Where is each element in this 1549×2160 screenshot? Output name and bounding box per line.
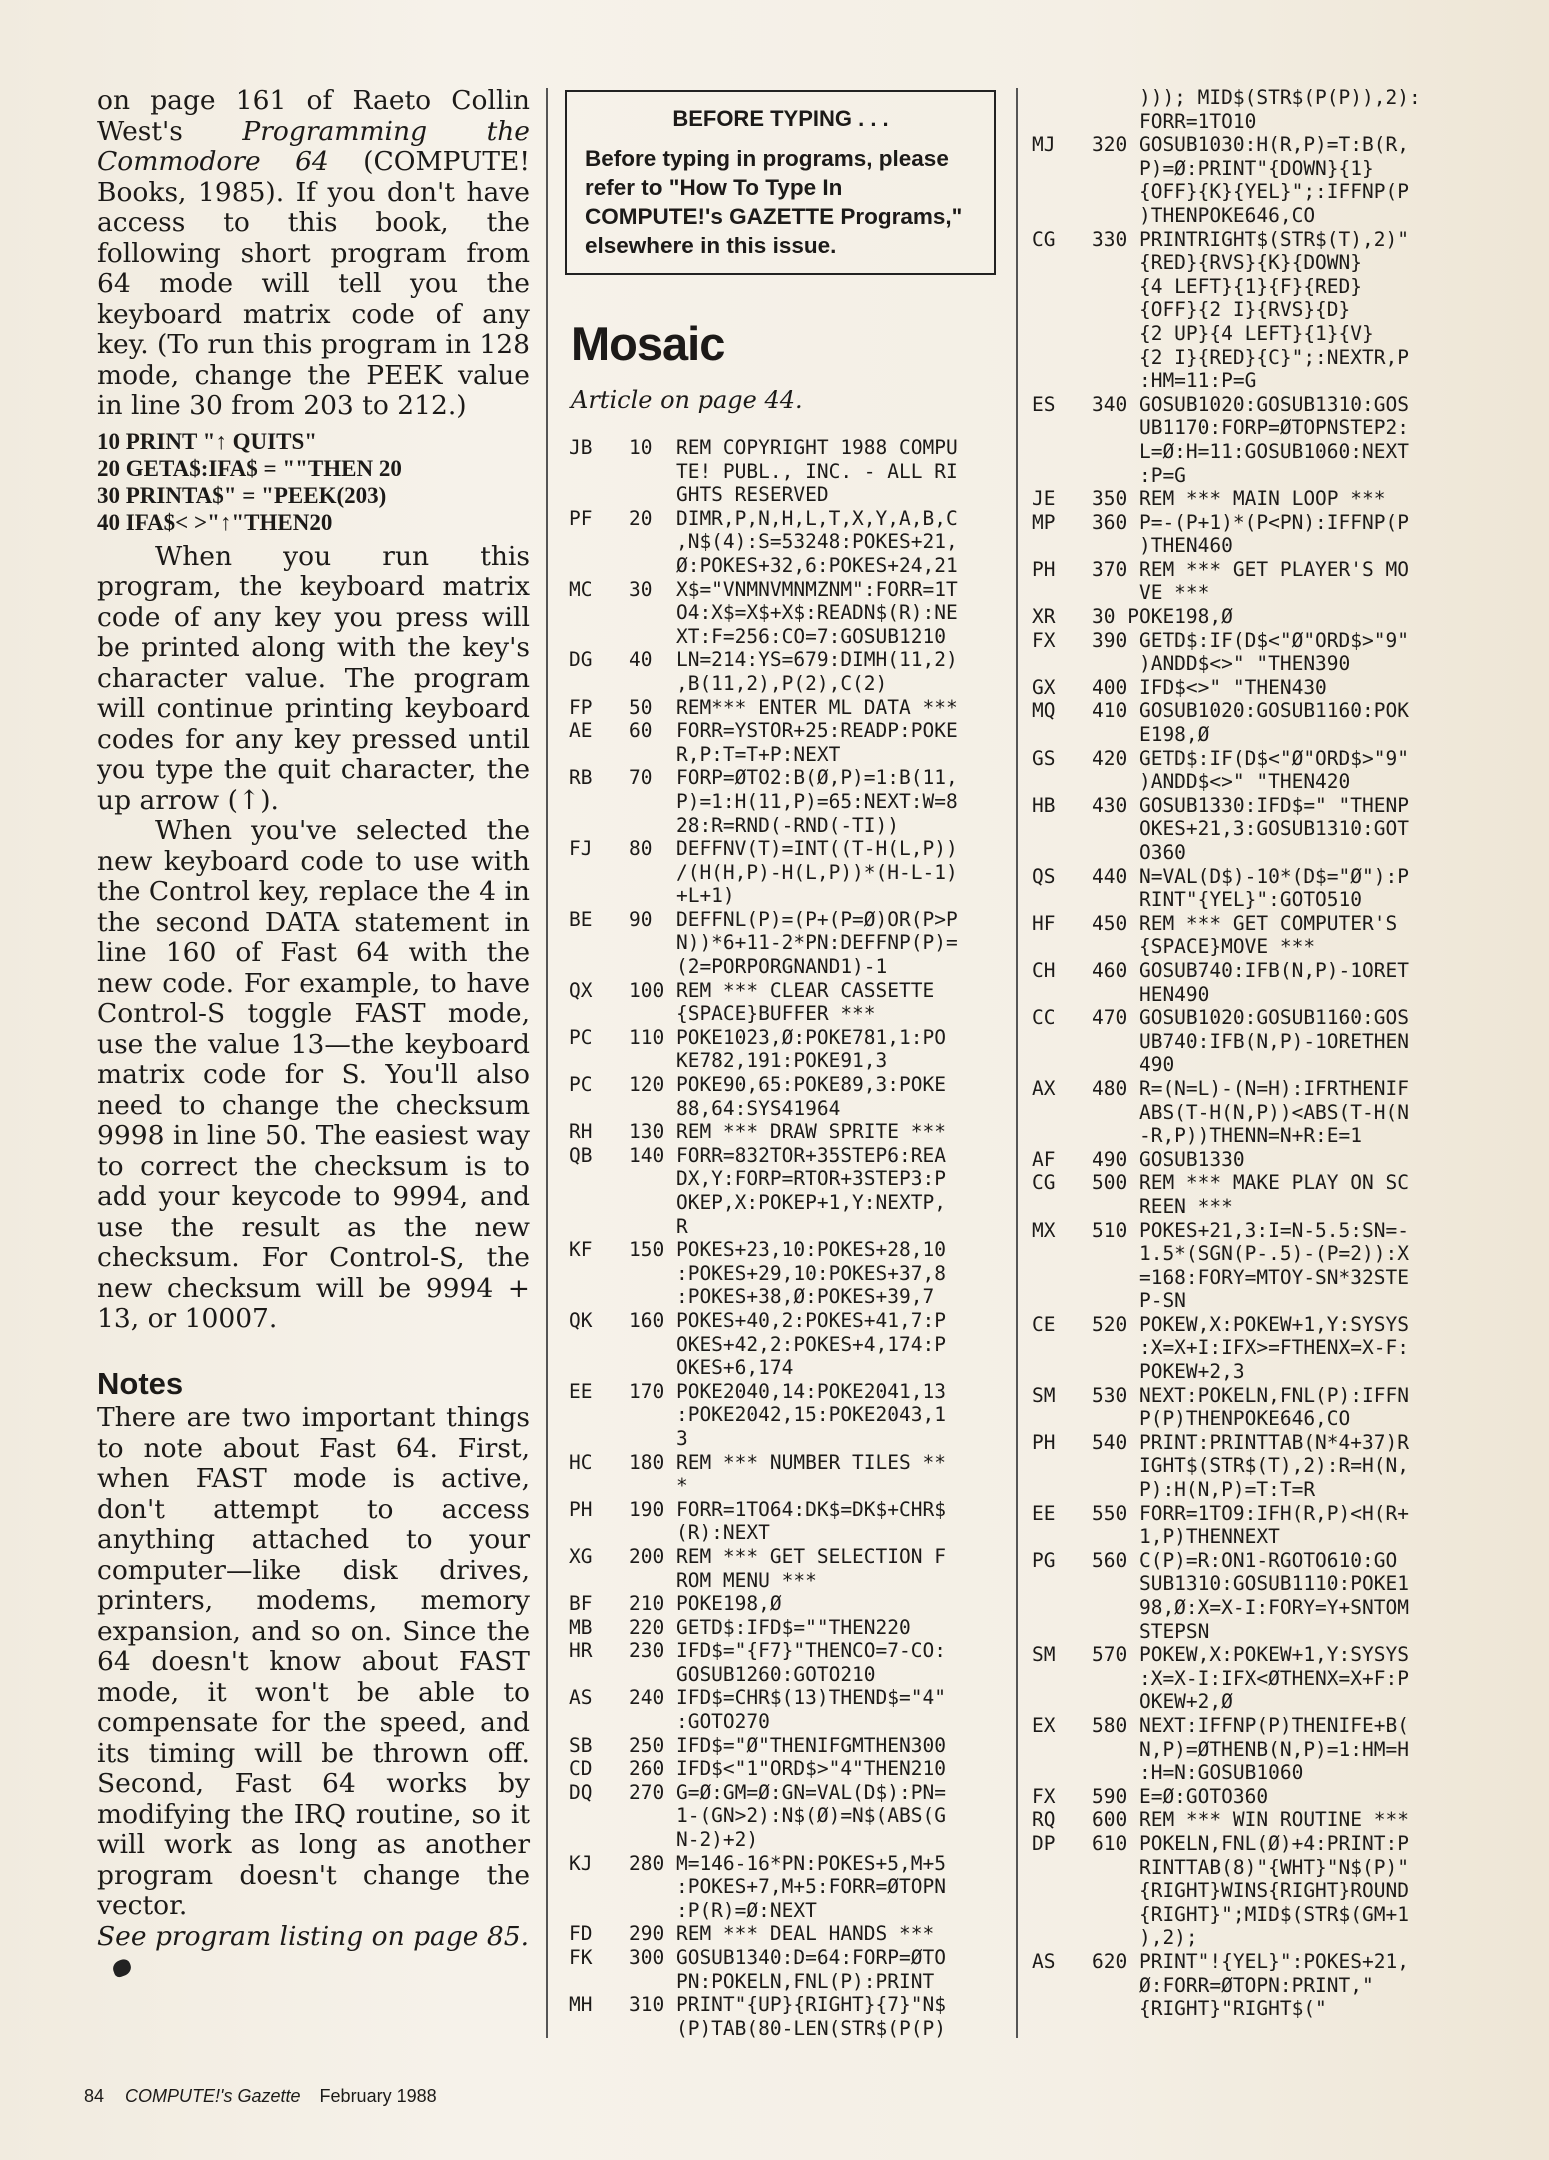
basic-code: O4:X$=X$+X$:READN$(R):NE bbox=[629, 601, 958, 625]
checksum-code: EE bbox=[569, 1379, 593, 1403]
checksum-code: QB bbox=[569, 1143, 593, 1167]
basic-code: :X=X+I:IFX>=FTHENX=X-F: bbox=[1092, 1336, 1409, 1360]
checksum-code: MJ bbox=[1032, 133, 1056, 157]
checksum-code: MP bbox=[1032, 510, 1056, 534]
basic-code: UB1170:FORP=ØTOPNSTEP2: bbox=[1092, 416, 1409, 440]
basic-code: PN:POKELN,FNL(P):PRINT bbox=[629, 1969, 935, 1993]
before-typing-box bbox=[565, 90, 996, 275]
see-listing-text: See program listing on page 85. bbox=[97, 1920, 530, 1952]
basic-code: {OFF}{2 I}{RVS}{D} bbox=[1092, 298, 1351, 322]
basic-code: {SPACE}MOVE *** bbox=[1092, 935, 1316, 959]
basic-code: 200 REM *** GET SELECTION F bbox=[629, 1544, 946, 1568]
checksum-code: AE bbox=[569, 719, 593, 743]
basic-code: 560 C(P)=R:ON1-RGOTO610:GO bbox=[1092, 1548, 1398, 1572]
checksum-code: PF bbox=[569, 506, 593, 530]
basic-code: )ANDD$<>" "THEN390 bbox=[1092, 652, 1351, 676]
checksum-code: MX bbox=[1032, 1218, 1056, 1242]
basic-code: 10 REM COPYRIGHT 1988 COMPU bbox=[629, 436, 958, 459]
basic-code: 3 bbox=[629, 1426, 688, 1450]
checksum-code: QS bbox=[1032, 864, 1056, 888]
checksum-code: JE bbox=[1032, 487, 1056, 511]
checksum-code: HC bbox=[569, 1450, 593, 1474]
checksum-code: MB bbox=[569, 1615, 593, 1639]
basic-code: ),2); bbox=[1092, 1926, 1198, 1950]
basic-code: 220 GETD$:IFD$=""THEN220 bbox=[629, 1615, 911, 1639]
basic-code: 580 NEXT:IFFNP(P)THENIFE+B( bbox=[1092, 1713, 1409, 1737]
basic-code: Ø:POKES+32,6:POKES+24,21 bbox=[629, 553, 958, 577]
basic-code: 280 M=146-16*PN:POKES+5,M+5 bbox=[629, 1851, 946, 1875]
basic-code: P(P)THENPOKE646,CO bbox=[1092, 1407, 1351, 1431]
basic-code: 100 REM *** CLEAR CASSETTE bbox=[629, 978, 935, 1002]
basic-code: ,N$(4):S=53248:POKES+21, bbox=[629, 530, 958, 554]
page-number: 84 bbox=[84, 2086, 105, 2106]
basic-code: 170 POKE2040,14:POKE2041,13 bbox=[629, 1379, 946, 1403]
checksum-code: CH bbox=[1032, 958, 1056, 982]
basic-code: 590 E=Ø:GOTO360 bbox=[1092, 1784, 1269, 1808]
basic-code: =168:FORY=MTOY-SN*32STE bbox=[1092, 1265, 1409, 1289]
checksum-code: EE bbox=[1032, 1501, 1056, 1525]
short-program-line: 10 PRINT "↑ QUITS" bbox=[97, 428, 318, 454]
checksum-code: CG bbox=[1032, 1171, 1056, 1195]
basic-code: 510 POKES+21,3:I=N-5.5:SN=- bbox=[1092, 1218, 1409, 1242]
checksum-code: PC bbox=[569, 1073, 593, 1097]
basic-code: OKEP,X:POKEP+1,Y:NEXTP, bbox=[629, 1191, 946, 1214]
basic-code: 550 FORR=1TO9:IFH(R,P)<H(R+ bbox=[1092, 1501, 1409, 1525]
basic-code: (2=PORPORGNAND1)-1 bbox=[629, 955, 888, 979]
basic-code: 270 G=Ø:GM=Ø:GN=VAL(D$):PN= bbox=[629, 1780, 946, 1804]
before-typing-body: Before typing in programs, please refer to "How To Type In COMPUTE!'s GAZETTE Programs," elsewhere in this issue. bbox=[585, 146, 963, 258]
basic-code: TE! PUBL., INC. - ALL RI bbox=[629, 459, 958, 483]
basic-code: ))); MID$(STR$(P(P)),2): bbox=[1092, 86, 1421, 109]
basic-code: 110 POKE1023,Ø:POKE781,1:PO bbox=[629, 1025, 946, 1049]
basic-code: 470 GOSUB1020:GOSUB1160:GOS bbox=[1092, 1006, 1409, 1030]
short-program-listing bbox=[97, 428, 530, 536]
checksum-code: JB bbox=[569, 436, 593, 459]
basic-code: -R,P))THENN=N+R:E=1 bbox=[1092, 1124, 1363, 1148]
basic-code: Ø:FORR=ØTOPN:PRINT," bbox=[1092, 1973, 1374, 1997]
basic-code: {RIGHT}WINS{RIGHT}ROUND bbox=[1092, 1879, 1409, 1903]
checksum-code: XG bbox=[569, 1544, 593, 1568]
basic-code: 400 IFD$<>" "THEN430 bbox=[1092, 675, 1327, 699]
basic-code: 420 GETD$:IF(D$<"Ø"ORD$>"9" bbox=[1092, 746, 1409, 770]
basic-code: :GOTO270 bbox=[629, 1710, 770, 1734]
basic-code: 230 IFD$="{F7}"THENCO=7-CO: bbox=[629, 1639, 946, 1663]
basic-code: GOSUB1260:GOTO210 bbox=[629, 1662, 876, 1686]
paragraph-control-key: When you've selected the new keyboard code to use with the Control key, replace the 4 in the second DATA statement in line 160 of Fast 64 with the new code. For example, to have Control-S toggle FAST mode, use the value 13—the keyboard matrix code for S. You'll also need to change the checksum 9998 in line 50. The easiest way to correct the checksum is to add your keycode to 9994, and use the result as the new checksum. For Control-S, the new checksum will be 9994 + 13, or 10007. bbox=[97, 815, 530, 1334]
basic-code: R,P:T=T+P:NEXT bbox=[629, 742, 841, 766]
basic-code: OKES+6,174 bbox=[629, 1356, 794, 1380]
checksum-code: BF bbox=[569, 1592, 593, 1616]
checksum-code: AF bbox=[1032, 1147, 1056, 1171]
basic-code: 460 GOSUB740:IFB(N,P)-1ORET bbox=[1092, 958, 1409, 982]
checksum-code: PH bbox=[1032, 557, 1056, 581]
basic-code: P)=1:H(11,P)=65:NEXT:W=8 bbox=[629, 789, 958, 813]
basic-code: {RIGHT}";MID$(STR$(GM+1 bbox=[1092, 1902, 1409, 1926]
checksum-code: DG bbox=[569, 648, 593, 672]
checksum-code: QX bbox=[569, 978, 593, 1002]
checksum-code: EX bbox=[1032, 1713, 1056, 1737]
checksum-code: DP bbox=[1032, 1831, 1056, 1855]
basic-code: 28:R=RND(-RND(-TI)) bbox=[629, 813, 900, 837]
basic-code: VE *** bbox=[1092, 581, 1210, 605]
basic-code: 190 FORR=1TO64:DK$=DK$+CHR$ bbox=[629, 1497, 946, 1521]
basic-code: FORR=1TO10 bbox=[1092, 109, 1257, 133]
basic-code: KE782,191:POKE91,3 bbox=[629, 1049, 888, 1073]
basic-code: HEN490 bbox=[1092, 982, 1210, 1006]
basic-code: {RED}{RVS}{K}{DOWN} bbox=[1092, 251, 1363, 275]
basic-code: RINT"{YEL}":GOTO510 bbox=[1092, 888, 1363, 912]
basic-code: * bbox=[629, 1474, 688, 1498]
basic-code: 390 GETD$:IF(D$<"Ø"ORD$>"9" bbox=[1092, 628, 1409, 652]
checksum-code: CE bbox=[1032, 1312, 1056, 1336]
checksum-code: BE bbox=[569, 907, 593, 931]
basic-code: 60 FORR=YSTOR+25:READP:POKE bbox=[629, 719, 958, 743]
notes-heading: Notes bbox=[97, 1365, 184, 1401]
short-program-line: 20 GETA$:IFA$ = ""THEN 20 bbox=[97, 455, 402, 481]
basic-code: SUB1310:GOSUB1110:POKE1 bbox=[1092, 1572, 1409, 1596]
basic-code: 70 FORP=ØTO2:B(Ø,P)=1:B(11, bbox=[629, 766, 958, 790]
basic-code: 350 REM *** MAIN LOOP *** bbox=[1092, 487, 1386, 511]
intro-text: on page 161 of Raeto Collin West's bbox=[97, 85, 530, 147]
basic-code: 340 GOSUB1020:GOSUB1310:GOS bbox=[1092, 392, 1409, 416]
basic-code: OKES+21,3:GOSUB1310:GOT bbox=[1092, 817, 1409, 841]
basic-code: 440 N=VAL(D$)-10*(D$="Ø"):P bbox=[1092, 864, 1409, 888]
basic-code: /(H(H,P)-H(L,P))*(H-L-1) bbox=[629, 860, 958, 884]
basic-code: GHTS RESERVED bbox=[629, 483, 829, 507]
basic-code: 30 X$="VNMNVMNMZNM":FORR=1T bbox=[629, 577, 958, 601]
checksum-code: RQ bbox=[1032, 1808, 1056, 1832]
basic-code: O360 bbox=[1092, 841, 1186, 864]
basic-code: UB740:IFB(N,P)-1ORETHEN bbox=[1092, 1029, 1409, 1053]
checksum-code: QK bbox=[569, 1308, 593, 1332]
basic-code: :P(R)=Ø:NEXT bbox=[629, 1898, 817, 1922]
basic-code: 490 GOSUB1330 bbox=[1092, 1147, 1245, 1171]
basic-code: 540 PRINT:PRINTTAB(N*4+37)R bbox=[1092, 1430, 1409, 1454]
basic-code: )THENPOKE646,CO bbox=[1092, 203, 1316, 227]
basic-code: ,B(11,2),P(2),C(2) bbox=[629, 671, 888, 695]
short-program-line: 30 PRINTA$" = "PEEK(203) bbox=[97, 482, 387, 508]
basic-code: 210 POKE198,Ø bbox=[629, 1592, 782, 1616]
basic-code: 310 PRINT"{UP}{RIGHT}{7}"N$ bbox=[629, 1993, 946, 2017]
checksum-code: GX bbox=[1032, 675, 1056, 699]
basic-code: OKES+42,2:POKES+4,174:P bbox=[629, 1332, 946, 1356]
checksum-code: HB bbox=[1032, 793, 1056, 817]
basic-code: XT:F=256:CO=7:GOSUB1210 bbox=[629, 624, 946, 648]
basic-code: 430 GOSUB1330:IFD$=" "THENP bbox=[1092, 793, 1409, 817]
basic-code: 140 FORR=832TOR+35STEP6:REA bbox=[629, 1143, 946, 1167]
basic-code: (R):NEXT bbox=[629, 1521, 770, 1545]
basic-code: 370 REM *** GET PLAYER'S MO bbox=[1092, 557, 1409, 581]
basic-code: ROM MENU *** bbox=[629, 1568, 817, 1592]
basic-code: {RIGHT}"RIGHT$(" bbox=[1092, 1997, 1327, 2021]
checksum-code: DQ bbox=[569, 1780, 593, 1804]
checksum-code: XR bbox=[1032, 605, 1056, 629]
basic-code: 160 POKES+40,2:POKES+41,7:P bbox=[629, 1308, 946, 1332]
basic-code: POKEW+2,3 bbox=[1092, 1360, 1245, 1384]
checksum-code: FX bbox=[1032, 628, 1056, 652]
basic-code: :POKES+38,Ø:POKES+39,7 bbox=[629, 1285, 935, 1309]
checksum-code: KF bbox=[569, 1238, 593, 1262]
checksum-code: ES bbox=[1032, 392, 1056, 416]
basic-code: )THEN460 bbox=[1092, 534, 1233, 558]
checksum-code: AS bbox=[1032, 1949, 1056, 1973]
checksum-code: MH bbox=[569, 1993, 593, 2017]
basic-code: 290 REM *** DEAL HANDS *** bbox=[629, 1922, 935, 1946]
basic-code: DX,Y:FORP=RTOR+3STEP3:P bbox=[629, 1167, 946, 1191]
basic-code: :HM=11:P=G bbox=[1092, 369, 1257, 393]
checksum-code: RB bbox=[569, 766, 593, 790]
basic-code: 90 DEFFNL(P)=(P+(P=Ø)OR(P>P bbox=[629, 907, 958, 931]
basic-code: RINTTAB(8)"{WHT}"N$(P)" bbox=[1092, 1855, 1409, 1879]
page-footer bbox=[84, 2086, 437, 2107]
basic-code: 250 IFD$="Ø"THENIFGMTHEN300 bbox=[629, 1733, 946, 1757]
basic-code: {SPACE}BUFFER *** bbox=[629, 1002, 876, 1026]
checksum-code: CG bbox=[1032, 227, 1056, 251]
basic-code: IGHT$(STR$(T),2):R=H(N, bbox=[1092, 1454, 1409, 1478]
basic-code: OKEW+2,Ø bbox=[1092, 1690, 1233, 1714]
magazine-name: COMPUTE!'s Gazette bbox=[125, 2086, 301, 2106]
basic-code: N-2)+2) bbox=[629, 1828, 759, 1852]
basic-code: {2 I}{RED}{C}";:NEXTR,P bbox=[1092, 345, 1409, 369]
intro-text: (COMPUTE! Books, 1985). If you don't have access to this book, the following short program from 64 mode will tell you the keyboard matrix code of any key. (To run this program in 128 mode, change the PEEK value in line 30 from 203 to 212.) bbox=[97, 146, 530, 421]
checksum-code: FX bbox=[1032, 1784, 1056, 1808]
basic-code: 1-(GN>2):N$(Ø)=N$(ABS(G bbox=[629, 1804, 946, 1828]
basic-code: L=Ø:H=11:GOSUB1060:NEXT bbox=[1092, 439, 1409, 463]
checksum-code: CD bbox=[569, 1757, 593, 1781]
checksum-code: PC bbox=[569, 1025, 593, 1049]
basic-code: P):H(N,P)=T:T=R bbox=[1092, 1478, 1316, 1502]
basic-code: 1.5*(SGN(P-.5)-(P=2)):X bbox=[1092, 1242, 1409, 1266]
checksum-code: FD bbox=[569, 1922, 593, 1946]
basic-code: 120 POKE90,65:POKE89,3:POKE bbox=[629, 1073, 946, 1097]
basic-code: )ANDD$<>" "THEN420 bbox=[1092, 770, 1351, 794]
book-title: Programming the Commodore 64 bbox=[97, 115, 530, 177]
basic-code: 480 R=(N=L)-(N=H):IFRTHENIF bbox=[1092, 1076, 1409, 1100]
basic-code: 610 POKELN,FNL(Ø)+4:PRINT:P bbox=[1092, 1831, 1409, 1855]
basic-code: :POKES+29,10:POKES+37,8 bbox=[629, 1261, 946, 1285]
basic-code: 500 REM *** MAKE PLAY ON SC bbox=[1092, 1171, 1409, 1195]
basic-code: 300 GOSUB1340:D=64:FORP=ØTO bbox=[629, 1946, 946, 1969]
checksum-code: MC bbox=[569, 577, 593, 601]
before-typing-title: BEFORE TYPING . . . bbox=[672, 106, 889, 131]
checksum-code: AS bbox=[569, 1686, 593, 1710]
basic-code: :POKES+7,M+5:FORR=ØTOPN bbox=[629, 1875, 946, 1899]
basic-code: 30 POKE198,Ø bbox=[1092, 605, 1233, 629]
basic-code: 520 POKEW,X:POKEW+1,Y:SYSYS bbox=[1092, 1312, 1409, 1336]
basic-code: 600 REM *** WIN ROUTINE *** bbox=[1092, 1808, 1409, 1832]
basic-code: 320 GOSUB1030:H(R,P)=T:B(R, bbox=[1092, 133, 1409, 157]
basic-code: 40 LN=214:YS=679:DIMH(11,2) bbox=[629, 648, 958, 672]
basic-code: P)=Ø:PRINT"{DOWN}{1} bbox=[1092, 156, 1374, 180]
basic-code: E198,Ø bbox=[1092, 723, 1210, 747]
checksum-code: SM bbox=[1032, 1643, 1056, 1667]
basic-code: ABS(T-H(N,P))<ABS(T-H(N bbox=[1092, 1100, 1409, 1124]
basic-code: 80 DEFFNV(T)=INT((T-H(L,P)) bbox=[629, 837, 958, 861]
basic-code: N,P)=ØTHENB(N,P)=1:HM=H bbox=[1092, 1737, 1409, 1761]
basic-code: {OFF}{K}{YEL}";:IFFNP(P bbox=[1092, 180, 1409, 204]
article-text-column bbox=[97, 86, 530, 1983]
checksum-code: CC bbox=[1032, 1006, 1056, 1030]
checksum-code: FJ bbox=[569, 837, 593, 861]
column-divider bbox=[1016, 88, 1018, 2038]
basic-code: {4 LEFT}{1}{F}{RED} bbox=[1092, 274, 1363, 298]
basic-code: 260 IFD$<"1"ORD$>"4"THEN210 bbox=[629, 1757, 946, 1781]
basic-code: 50 REM*** ENTER ML DATA *** bbox=[629, 695, 958, 719]
checksum-code: SM bbox=[1032, 1383, 1056, 1407]
basic-code: 570 POKEW,X:POKEW+1,Y:SYSYS bbox=[1092, 1643, 1409, 1667]
basic-code: 150 POKES+23,10:POKES+28,10 bbox=[629, 1238, 946, 1262]
article-title: Mosaic bbox=[571, 317, 725, 370]
basic-code: 360 P=-(P+1)*(P<PN):IFFNP(P bbox=[1092, 510, 1409, 534]
checksum-code: AX bbox=[1032, 1076, 1056, 1100]
checksum-code: HR bbox=[569, 1639, 593, 1663]
basic-code: N))*6+11-2*PN:DEFFNP(P)= bbox=[629, 931, 958, 955]
basic-code: 620 PRINT"!{YEL}":POKES+21, bbox=[1092, 1949, 1409, 1973]
checksum-code: PH bbox=[1032, 1430, 1056, 1454]
paragraph-intro bbox=[97, 86, 530, 422]
article-page-reference: Article on page 44. bbox=[571, 386, 803, 414]
basic-code: :X=X-I:IFX<ØTHENX=X+F:P bbox=[1092, 1666, 1409, 1690]
checksum-code: RH bbox=[569, 1120, 593, 1144]
checksum-code: FK bbox=[569, 1946, 593, 1969]
basic-code: 180 REM *** NUMBER TILES ** bbox=[629, 1450, 946, 1474]
checksum-code: GS bbox=[1032, 746, 1056, 770]
basic-code: 530 NEXT:POKELN,FNL(P):IFFN bbox=[1092, 1383, 1409, 1407]
checksum-code: SB bbox=[569, 1733, 593, 1757]
basic-code: +L+1) bbox=[629, 884, 735, 908]
checksum-code: HF bbox=[1032, 911, 1056, 935]
basic-code: 88,64:SYS41964 bbox=[629, 1096, 841, 1120]
checksum-code: PH bbox=[569, 1497, 593, 1521]
basic-code: P-SN bbox=[1092, 1289, 1186, 1313]
basic-code: :P=G bbox=[1092, 463, 1186, 487]
basic-code: STEPSN bbox=[1092, 1619, 1210, 1643]
basic-code: 130 REM *** DRAW SPRITE *** bbox=[629, 1120, 946, 1144]
paragraph-notes: There are two important things to note about Fast 64. First, when FAST mode is active, don't attempt to access anything attached to your computer—like disk drives, printers, modems, memory expansion, and so on. Since the 64 doesn't know about FAST mode, it won't be able to compensate for the speed, and its timing will be thrown off. Second, Fast 64 works by modifying the IRQ routine, so it will work as long as another program doesn't change the vector. bbox=[97, 1402, 530, 1921]
basic-code: {2 UP}{4 LEFT}{1}{V} bbox=[1092, 321, 1374, 345]
basic-code: 1,P)THENNEXT bbox=[1092, 1525, 1280, 1549]
program-listing-reference bbox=[97, 1922, 530, 1983]
basic-code: 450 REM *** GET COMPUTER'S bbox=[1092, 911, 1398, 935]
short-program-line: 40 IFA$< >"↑"THEN20 bbox=[97, 509, 333, 535]
checksum-code: KJ bbox=[569, 1851, 593, 1875]
checksum-code: MQ bbox=[1032, 699, 1056, 723]
column-divider bbox=[546, 88, 548, 2038]
checksum-code: FP bbox=[569, 695, 593, 719]
basic-code: 410 GOSUB1020:GOSUB1160:POK bbox=[1092, 699, 1409, 723]
end-of-article-mark-icon bbox=[111, 1957, 133, 1978]
checksum-code: PG bbox=[1032, 1548, 1056, 1572]
basic-code: :POKE2042,15:POKE2043,1 bbox=[629, 1403, 946, 1427]
basic-code: REEN *** bbox=[1092, 1194, 1233, 1218]
basic-code: (P)TAB(80-LEN(STR$(P(P) bbox=[629, 2016, 946, 2040]
basic-code: 490 bbox=[1092, 1053, 1175, 1077]
issue-date: February 1988 bbox=[319, 2086, 437, 2106]
basic-code: :H=N:GOSUB1060 bbox=[1092, 1761, 1304, 1785]
basic-code: R bbox=[629, 1214, 688, 1238]
basic-code: 330 PRINTRIGHT$(STR$(T),2)" bbox=[1092, 227, 1409, 251]
basic-code: 20 DIMR,P,N,H,L,T,X,Y,A,B,C bbox=[629, 506, 958, 530]
paragraph-run-program: When you run this program, the keyboard matrix code of any key you press will be printed along with the key's character value. The program will continue printing keyboard codes for any key pressed until you type the quit character, the up arrow (↑). bbox=[97, 540, 530, 816]
basic-code: 240 IFD$=CHR$(13)THEND$="4" bbox=[629, 1686, 946, 1710]
basic-code: 98,Ø:X=X-I:FORY=Y+SNTOM bbox=[1092, 1596, 1409, 1619]
